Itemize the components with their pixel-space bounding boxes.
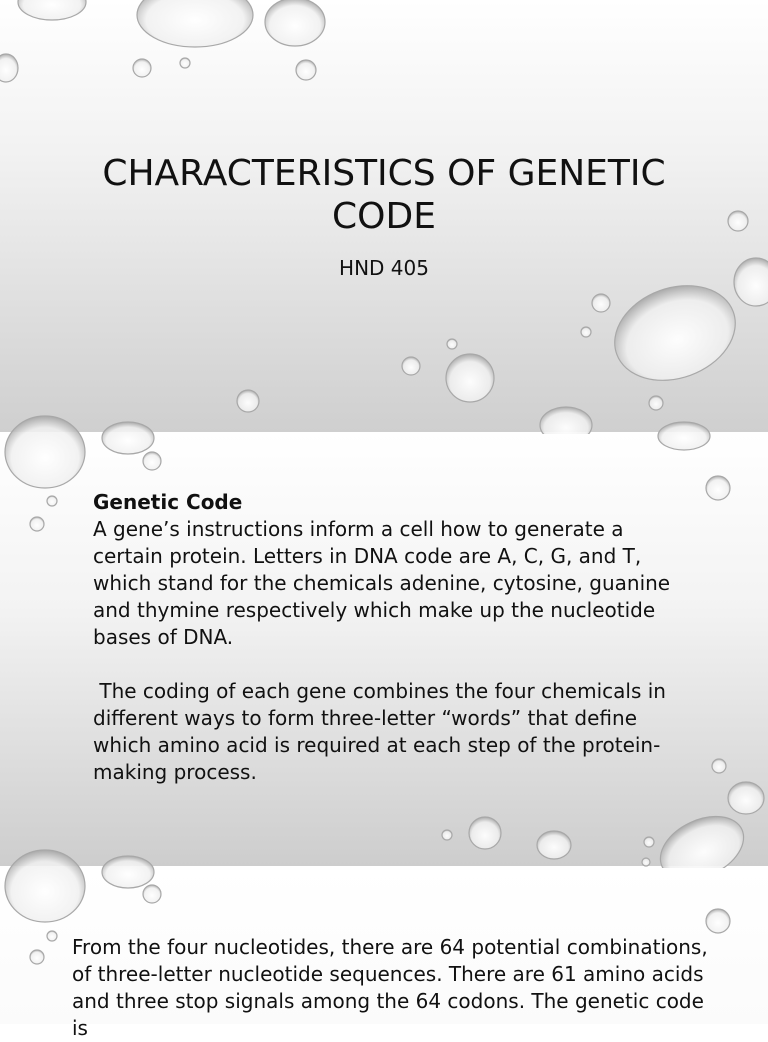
section-heading: Genetic Code	[93, 490, 243, 514]
codon-slide	[0, 868, 768, 1040]
title-slide	[0, 0, 768, 432]
slide-subtitle: HND 405	[339, 256, 429, 280]
codon-paragraph: From the four nucleotides, there are 64 potential combinations, of three-letter nucleotide sequences. There are 61 amino acids and three stop signals among the 64 codons. The genetic code is	[72, 935, 708, 1040]
paragraph-dna-letters: A gene’s instructions inform a cell how to generate a certain protein. Letters in DNA code are A, C, G, and T, which stand for the chemicals adenine, cytosine, guanine and thymine respectively which make up the nucleotide bases of DNA.	[93, 517, 671, 649]
paragraph-coding: The coding of each gene combines the four chemicals in different ways to form three-letter “words” that define which amino acid is required at each step of the protein-making process.	[93, 679, 673, 784]
genetic-code-slide	[0, 434, 768, 866]
genetic-code-text	[93, 489, 693, 786]
slide-title: CHARACTERISTICS OF GENETIC CODE	[102, 153, 666, 237]
